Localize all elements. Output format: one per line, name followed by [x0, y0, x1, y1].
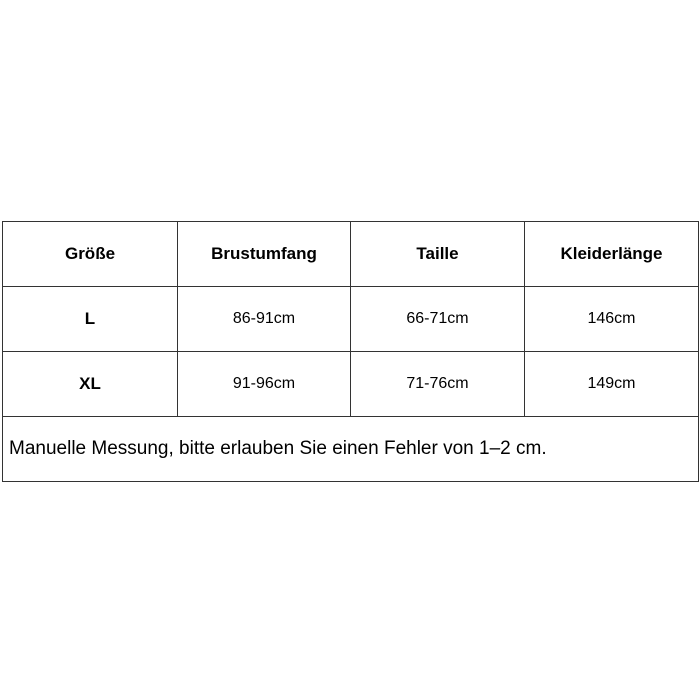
header-waist: Taille	[351, 222, 525, 287]
size-cell: XL	[3, 352, 178, 417]
length-cell: 146cm	[525, 287, 699, 352]
table-row	[3, 287, 699, 352]
waist-cell: 71-76cm	[351, 352, 525, 417]
table-header-row	[3, 222, 699, 287]
header-length: Kleiderlänge	[525, 222, 699, 287]
table-row	[3, 352, 699, 417]
waist-cell: 66-71cm	[351, 287, 525, 352]
header-bust: Brustumfang	[178, 222, 351, 287]
header-size: Größe	[3, 222, 178, 287]
note-row	[3, 417, 699, 482]
measurement-note: Manuelle Messung, bitte erlauben Sie einen Fehler von 1–2 cm.	[3, 417, 699, 482]
bust-cell: 91-96cm	[178, 352, 351, 417]
size-cell: L	[3, 287, 178, 352]
size-chart-table	[2, 221, 699, 482]
length-cell: 149cm	[525, 352, 699, 417]
bust-cell: 86-91cm	[178, 287, 351, 352]
